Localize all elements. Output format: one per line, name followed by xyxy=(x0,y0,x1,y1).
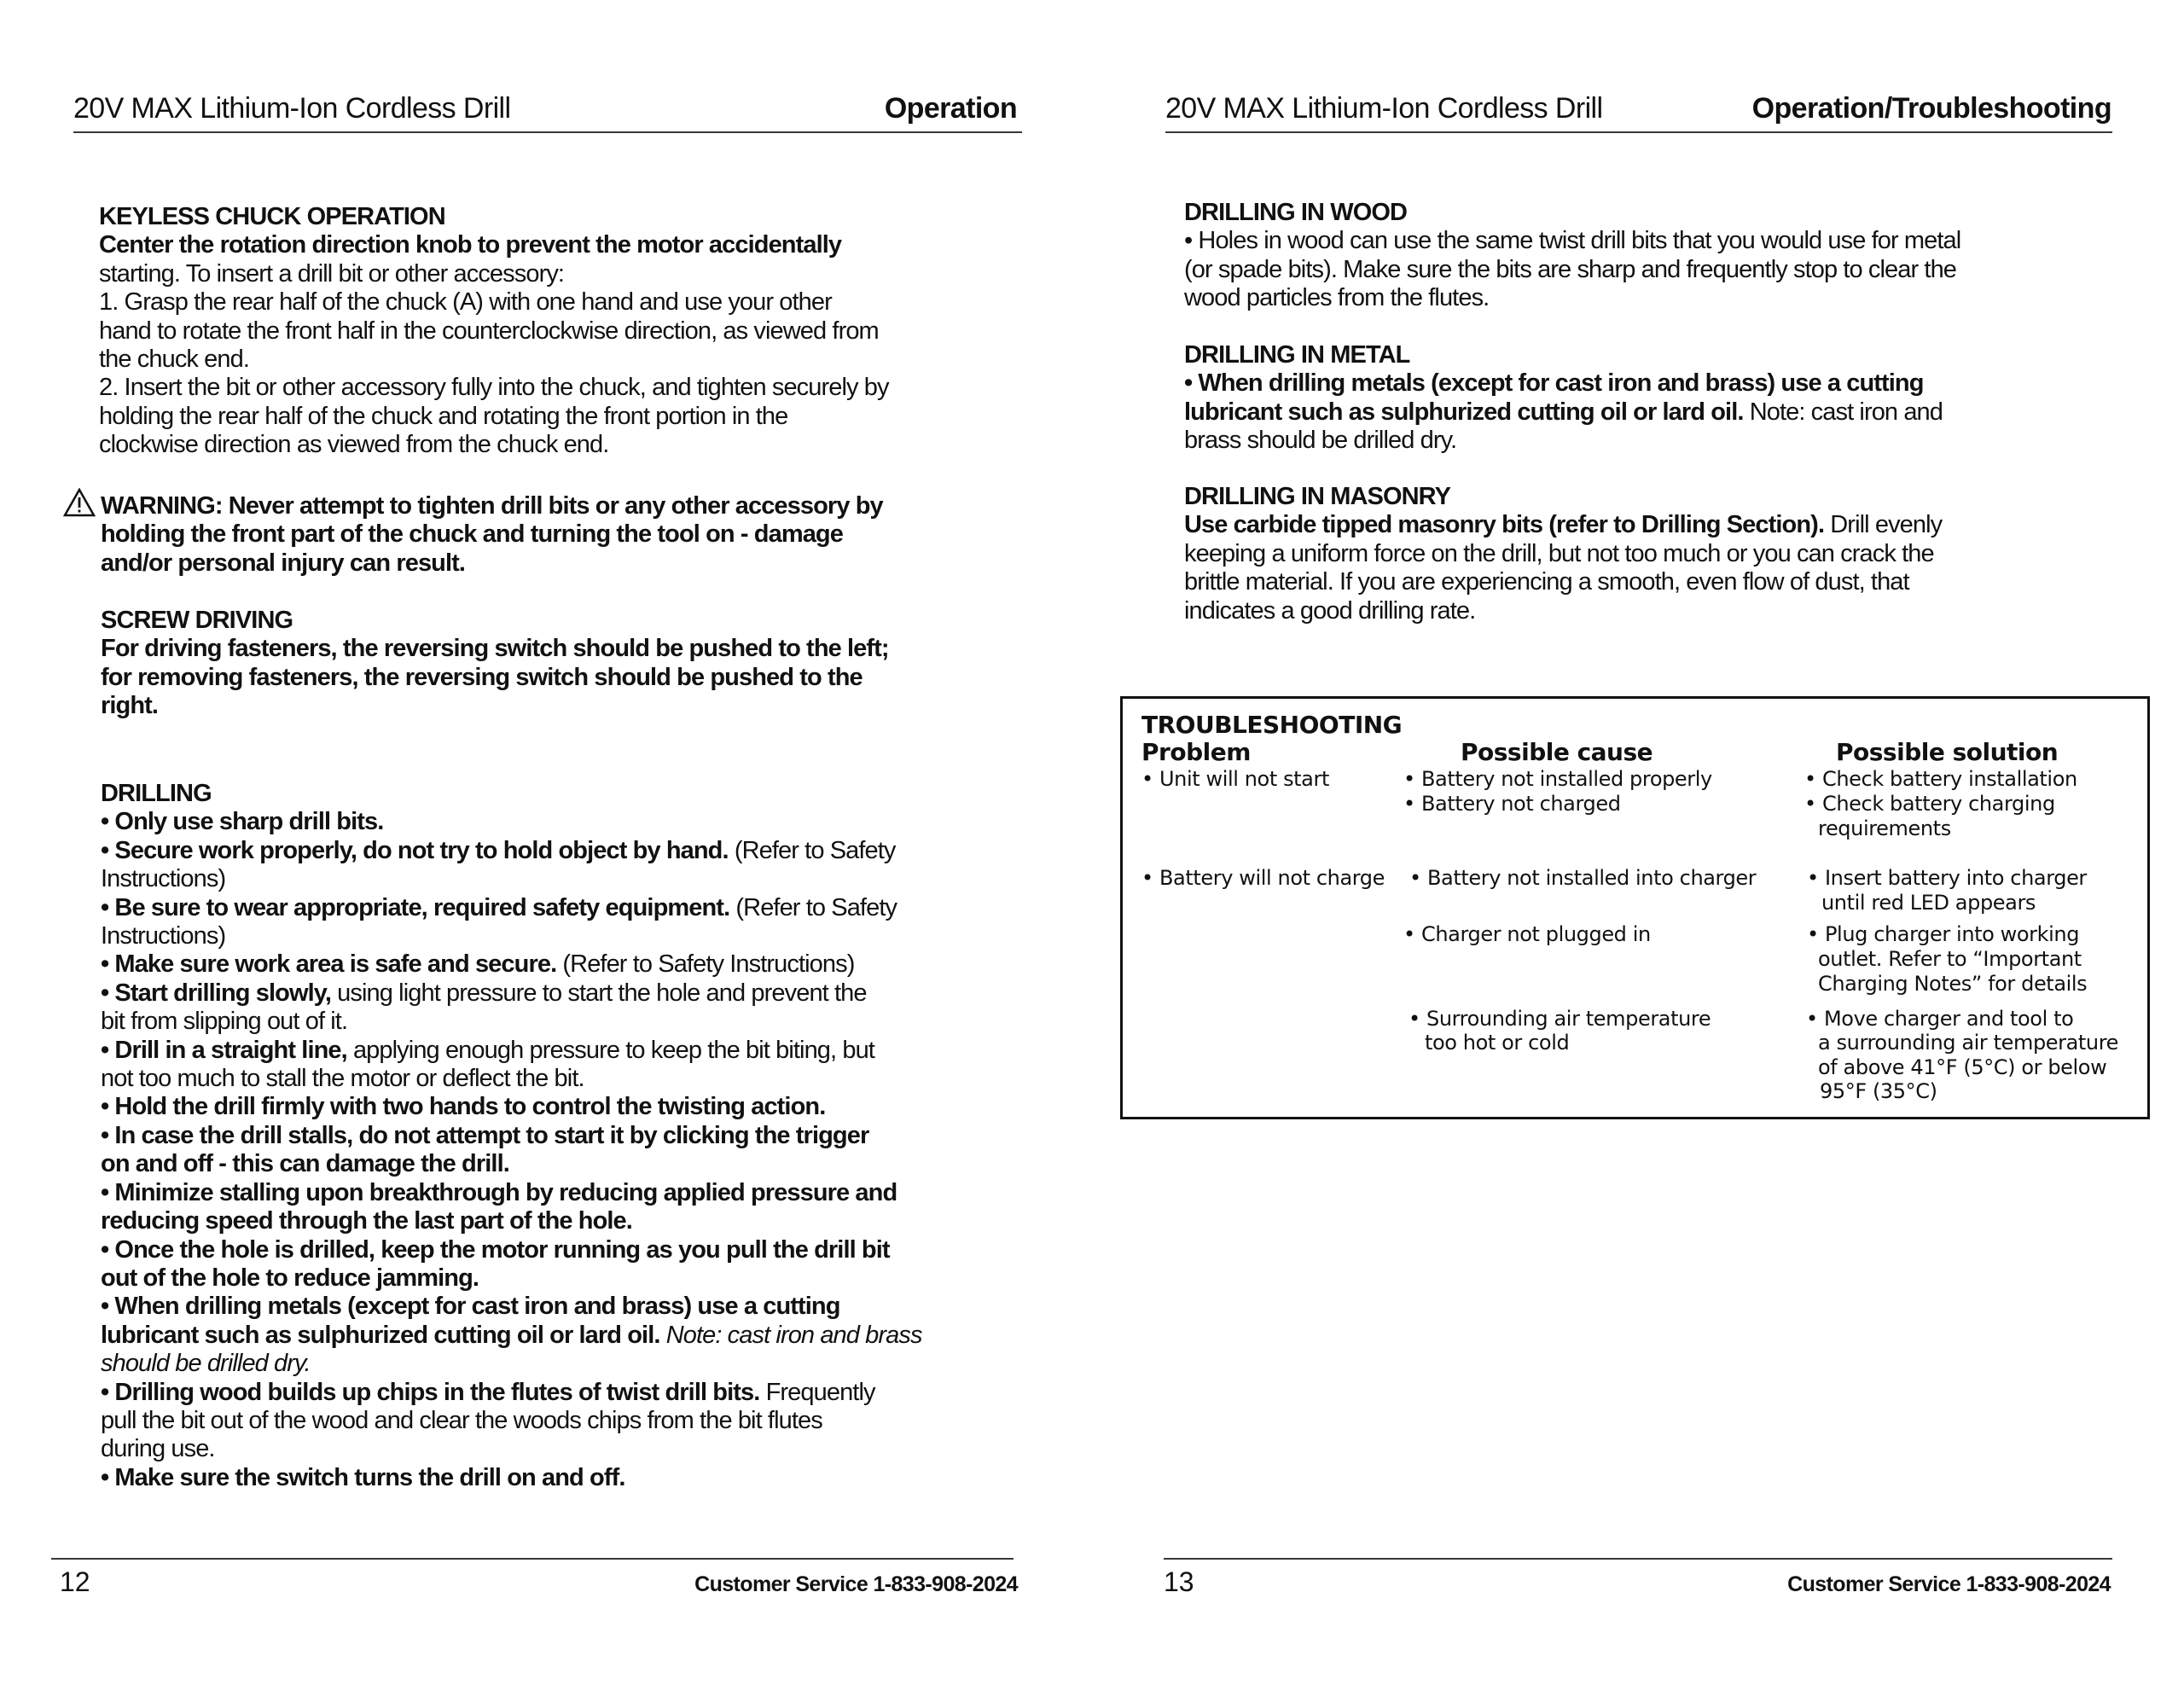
cause-cell: • Surrounding air temperature xyxy=(1409,1007,1711,1031)
section-heading: SCREW DRIVING xyxy=(101,607,293,634)
column-header-solution: Possible solution xyxy=(1836,738,2059,766)
column-header-cause: Possible cause xyxy=(1461,738,1653,766)
regular-text: Drill evenly xyxy=(1824,511,1943,539)
drilling-in-wood-section xyxy=(1184,199,2140,313)
paragraph-line: keeping a uniform force on the drill, but not too much or you can crack the xyxy=(1184,539,1934,567)
customer-service: Customer Service 1-833-908-2024 xyxy=(1787,1572,2111,1596)
solution-cell: a surrounding air temperature xyxy=(1818,1031,2119,1055)
paragraph-line: right. xyxy=(101,692,159,720)
bullet-continuation: Instructions) xyxy=(101,865,226,893)
bullet-item: • Hold the drill firmly with two hands to control the twisting action. xyxy=(101,1093,826,1121)
solution-cell: of above 41°F (5°C) or below xyxy=(1818,1055,2107,1079)
section-heading: DRILLING xyxy=(101,780,212,807)
section-heading: DRILLING IN MASONRY xyxy=(1184,483,1451,510)
bullet-continuation: during use. xyxy=(101,1435,215,1463)
bullet-rest: (Refer to Safety Instructions) xyxy=(556,950,855,979)
paragraph-line: holding the rear half of the chuck and rotating the front portion in the xyxy=(99,402,788,430)
cause-cell: • Charger not plugged in xyxy=(1403,922,1651,946)
paragraph-line: brittle material. If you are experiencing a smooth, even flow of dust, that xyxy=(1184,568,1909,596)
warning-line: WARNING: Never attempt to tighten drill bits or any other accessory by xyxy=(101,492,883,520)
header-rule xyxy=(1165,131,2112,133)
solution-cell: 95°F (35°C) xyxy=(1820,1079,1937,1103)
paragraph-line: clockwise direction as viewed from the chuck end. xyxy=(99,431,609,459)
customer-service: Customer Service 1-833-908-2024 xyxy=(694,1572,1018,1596)
bold-text: Use carbide tipped masonry bits (refer to Drilling Section). xyxy=(1184,511,1825,539)
bullet-continuation: out of the hole to reduce jamming. xyxy=(101,1264,479,1292)
paragraph-line: 2. Insert the bit or other accessory fully into the chuck, and tighten securely by xyxy=(99,374,889,402)
solution-cell: Charging Notes” for details xyxy=(1818,972,2088,996)
bullet-item: • Only use sharp drill bits. xyxy=(101,808,384,836)
paragraph-line: For driving fasteners, the reversing switch should be pushed to the left; xyxy=(101,635,889,663)
paragraph-line: the chuck end. xyxy=(99,346,250,374)
problem-cell: • Unit will not start xyxy=(1141,767,1329,791)
solution-cell: until red LED appears xyxy=(1821,891,2036,915)
section-heading: DRILLING IN WOOD xyxy=(1184,199,1408,226)
bullet-bold: • Drill in a straight line, xyxy=(101,1036,347,1064)
bullet-continuation: on and off - this can damage the drill. xyxy=(101,1150,509,1178)
paragraph-line: Center the rotation direction knob to prevent the motor accidentally xyxy=(99,231,842,259)
cause-cell: • Battery not installed into charger xyxy=(1409,866,1757,890)
page-number: 13 xyxy=(1164,1566,1194,1597)
bullet-item: • Once the hole is drilled, keep the motor running as you pull the drill bit xyxy=(101,1235,890,1264)
solution-cell: • Insert battery into charger xyxy=(1807,866,2087,890)
problem-cell: • Battery will not charge xyxy=(1141,866,1385,890)
warning-line: holding the front part of the chuck and turning the tool on - damage xyxy=(101,520,843,549)
solution-cell: • Check battery charging xyxy=(1804,792,2055,816)
bullet-continuation: pull the bit out of the wood and clear the woods chips from the bit flutes xyxy=(101,1406,822,1434)
section-heading: KEYLESS CHUCK OPERATION xyxy=(99,203,445,230)
warning-line: and/or personal injury can result. xyxy=(101,549,466,577)
bullet-note: Note: cast iron and brass xyxy=(659,1321,922,1349)
bullet-rest: applying enough pressure to keep the bit biting, but xyxy=(346,1036,874,1064)
drilling-in-metal-section xyxy=(1184,341,2140,456)
paragraph-line: for removing fasteners, the reversing switch should be pushed to the xyxy=(101,663,863,691)
solution-cell: • Plug charger into working xyxy=(1807,922,2080,946)
header-section: Operation xyxy=(884,92,1017,125)
solution-cell: • Move charger and tool to xyxy=(1806,1007,2074,1031)
bullet-bold: lubricant such as sulphurized cutting oil or lard oil. xyxy=(101,1321,660,1349)
bullet-continuation: bit from slipping out of it. xyxy=(101,1008,348,1036)
cause-cell: too hot or cold xyxy=(1425,1031,1570,1055)
bullet-rest: Frequently xyxy=(759,1378,875,1406)
paragraph-line: hand to rotate the front half in the counterclockwise direction, as viewed from xyxy=(99,317,879,345)
section-heading: DRILLING IN METAL xyxy=(1184,341,1410,369)
bullet-item: • Minimize stalling upon breakthrough by reducing applied pressure and xyxy=(101,1178,897,1206)
paragraph-line xyxy=(1184,398,2140,427)
bullet-item: • Make sure the switch turns the drill on and off. xyxy=(101,1463,625,1491)
bullet-bold: • Start drilling slowly, xyxy=(101,979,332,1007)
bullet-bold: • Be sure to wear appropriate, required safety equipment. xyxy=(101,893,730,921)
paragraph-line: 1. Grasp the rear half of the chuck (A) with one hand and use your other xyxy=(99,288,832,317)
cause-cell: • Battery not installed properly xyxy=(1403,767,1712,791)
header-title: 20V MAX Lithium-Ion Cordless Drill xyxy=(73,92,511,125)
bullet-continuation: not too much to stall the motor or deflect the bit. xyxy=(101,1065,584,1093)
bullet-bold: • Make sure work area is safe and secure. xyxy=(101,950,557,979)
bullet-item: • When drilling metals (except for cast iron and brass) use a cutting xyxy=(101,1293,840,1321)
bullet-bold: • Secure work properly, do not try to hold object by hand. xyxy=(101,836,729,864)
header-section: Operation/Troubleshooting xyxy=(1751,92,2111,125)
paragraph-line xyxy=(1184,511,2140,539)
bullet-rest: (Refer to Safety xyxy=(728,836,896,864)
paragraph-line: • Holes in wood can use the same twist drill bits that you would use for metal xyxy=(1184,227,1961,255)
solution-cell: requirements xyxy=(1818,816,1951,840)
page-number: 12 xyxy=(60,1566,90,1597)
bold-text: lubricant such as sulphurized cutting oil or lard oil. xyxy=(1184,398,1744,426)
paragraph-line: • When drilling metals (except for cast iron and brass) use a cutting xyxy=(1184,369,1924,398)
bullet-continuation: reducing speed through the last part of the hole. xyxy=(101,1207,632,1235)
column-header-problem: Problem xyxy=(1141,738,1251,766)
paragraph-line: (or spade bits). Make sure the bits are sharp and frequently stop to clear the xyxy=(1184,255,1957,283)
bullet-rest: using light pressure to start the hole and prevent the xyxy=(331,979,867,1007)
header-title: 20V MAX Lithium-Ion Cordless Drill xyxy=(1165,92,1603,125)
regular-text: Note: cast iron and xyxy=(1743,398,1943,426)
cause-cell: • Battery not charged xyxy=(1403,792,1621,816)
bullet-continuation: Instructions) xyxy=(101,922,226,950)
paragraph-line: wood particles from the flutes. xyxy=(1184,284,1490,312)
solution-cell: outlet. Refer to “Important xyxy=(1818,947,2082,971)
bullet-bold: • Drilling wood builds up chips in the flutes of twist drill bits. xyxy=(101,1378,760,1406)
bullet-rest: (Refer to Safety xyxy=(729,893,897,921)
bullet-item: • In case the drill stalls, do not attempt to start it by clicking the trigger xyxy=(101,1121,869,1149)
solution-cell: • Check battery installation xyxy=(1804,767,2077,791)
paragraph-line: starting. To insert a drill bit or other accessory: xyxy=(99,259,565,288)
paragraph-line: indicates a good drilling rate. xyxy=(1184,596,1476,625)
paragraph-line: brass should be drilled dry. xyxy=(1184,427,1457,455)
bullet-continuation: should be drilled dry. xyxy=(101,1350,311,1378)
drilling-in-masonry-section xyxy=(1184,483,2140,625)
troubleshooting-title: TROUBLESHOOTING xyxy=(1141,711,1403,739)
footer-rule xyxy=(1164,1558,2112,1560)
